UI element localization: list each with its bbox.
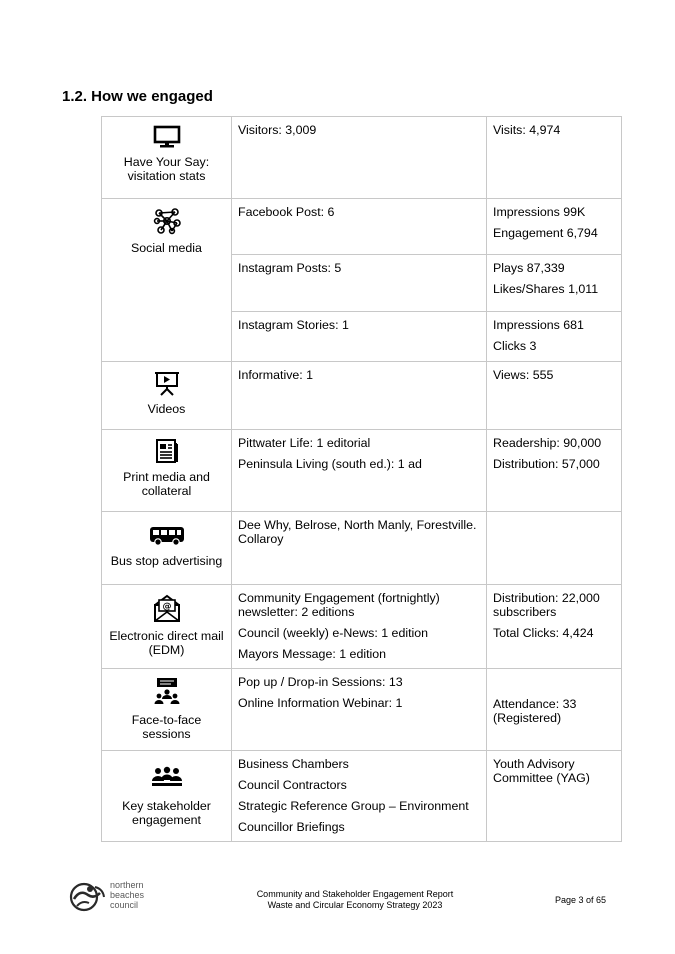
activity-item: Council (weekly) e-News: 1 edition <box>238 626 429 640</box>
result-item: Attendance: 33 (Registered) <box>493 697 577 725</box>
activity-cell <box>232 117 487 199</box>
table-row <box>102 669 622 751</box>
result-item: Likes/Shares 1,011 <box>493 282 599 296</box>
result-item: Readership: 90,000 <box>493 436 602 450</box>
activity-item: Instagram Stories: 1 <box>238 318 349 332</box>
channel-cell <box>102 751 232 842</box>
activity-item: Mayors Message: 1 edition <box>238 647 387 661</box>
channel-label: Electronic direct mail (EDM) <box>109 629 224 657</box>
activity-cell <box>232 585 487 669</box>
activity-cell <box>232 312 487 362</box>
result-item: Impressions 99K <box>493 205 586 219</box>
result-item: Total Clicks: 4,424 <box>493 626 594 640</box>
channel-cell <box>102 669 232 751</box>
activity-item: Business Chambers <box>238 757 349 771</box>
channel-label: Social media <box>131 241 202 255</box>
monitor-icon <box>153 125 181 149</box>
result-item: Clicks 3 <box>493 339 537 353</box>
activity-cell <box>232 751 487 842</box>
result-cell <box>487 312 622 362</box>
activity-item: Community Engagement (fortnightly) newsletter: 2 editions <box>238 591 440 619</box>
group-icon <box>151 765 183 791</box>
channel-cell <box>102 512 232 585</box>
table-row <box>102 362 622 430</box>
activity-item: Strategic Reference Group – Environment <box>238 799 469 813</box>
table-row <box>102 430 622 512</box>
council-logo-text: northern beaches council <box>110 880 145 910</box>
activity-item: Peninsula Living (south ed.): 1 ad <box>238 457 422 471</box>
result-cell <box>487 255 622 312</box>
activity-cell <box>232 199 487 255</box>
result-cell <box>487 430 622 512</box>
result-cell <box>487 669 622 751</box>
channel-label: Videos <box>147 402 186 416</box>
channel-cell <box>102 362 232 430</box>
section-heading: 1.2. How we engaged <box>62 88 213 105</box>
activity-item: Pop up / Drop-in Sessions: 13 <box>238 675 403 689</box>
activity-cell <box>232 669 487 751</box>
svg-text:@: @ <box>162 602 171 612</box>
table-row <box>102 199 622 255</box>
result-item: Plays 87,339 <box>493 261 565 275</box>
result-cell <box>487 751 622 842</box>
council-logo-icon <box>68 879 108 915</box>
channel-label: Have Your Say: visitation stats <box>123 155 210 183</box>
activity-cell <box>232 255 487 312</box>
activity-item: Dee Why, Belrose, North Manly, Forestville. Collaroy <box>238 518 477 546</box>
activity-item: Council Contractors <box>238 778 347 792</box>
page-number: Page 3 of 65 <box>555 895 607 905</box>
activity-item: Informative: 1 <box>238 368 314 382</box>
result-item: Engagement 6,794 <box>493 226 598 240</box>
footer-title <box>210 889 500 911</box>
activity-item: Pittwater Life: 1 editorial <box>238 436 371 450</box>
result-cell <box>487 585 622 669</box>
channel-cell <box>102 199 232 362</box>
network-icon <box>152 207 182 235</box>
channel-label: Bus stop advertising <box>110 554 223 568</box>
activity-cell <box>232 430 487 512</box>
presentation-icon <box>154 370 180 396</box>
table-row <box>102 512 622 585</box>
channel-label: Print media and collateral <box>123 470 210 498</box>
result-cell <box>487 512 622 585</box>
channel-cell <box>102 585 232 669</box>
activity-item: Facebook Post: 6 <box>238 205 335 219</box>
result-item: Youth Advisory Committee (YAG) <box>493 757 590 785</box>
report-title: Community and Stakeholder Engagement Report <box>256 889 454 899</box>
table-row <box>102 585 622 669</box>
result-cell <box>487 117 622 199</box>
email-icon <box>153 593 181 623</box>
bus-icon <box>149 520 185 550</box>
table-row <box>102 751 622 842</box>
activity-item: Councillor Briefings <box>238 820 345 834</box>
result-item: Visits: 4,974 <box>493 123 561 137</box>
meeting-icon <box>154 677 180 707</box>
channel-cell <box>102 117 232 199</box>
table-row <box>102 117 622 199</box>
result-cell <box>487 199 622 255</box>
channel-cell <box>102 430 232 512</box>
activity-item: Online Information Webinar: 1 <box>238 696 403 710</box>
result-item: Distribution: 22,000 subscribers <box>493 591 600 619</box>
channel-label: Key stakeholder engagement <box>122 799 211 827</box>
activity-item: Instagram Posts: 5 <box>238 261 342 275</box>
activity-item: Visitors: 3,009 <box>238 123 317 137</box>
report-subtitle: Waste and Circular Economy Strategy 2023 <box>267 900 443 910</box>
result-item: Impressions 681 <box>493 318 584 332</box>
activity-cell <box>232 512 487 585</box>
result-cell <box>487 362 622 430</box>
newspaper-icon <box>155 438 179 464</box>
result-item: Views: 555 <box>493 368 554 382</box>
result-item: Distribution: 57,000 <box>493 457 600 471</box>
activity-cell <box>232 362 487 430</box>
channel-label: Face-to-face sessions <box>131 713 202 741</box>
engagement-table <box>101 116 622 842</box>
